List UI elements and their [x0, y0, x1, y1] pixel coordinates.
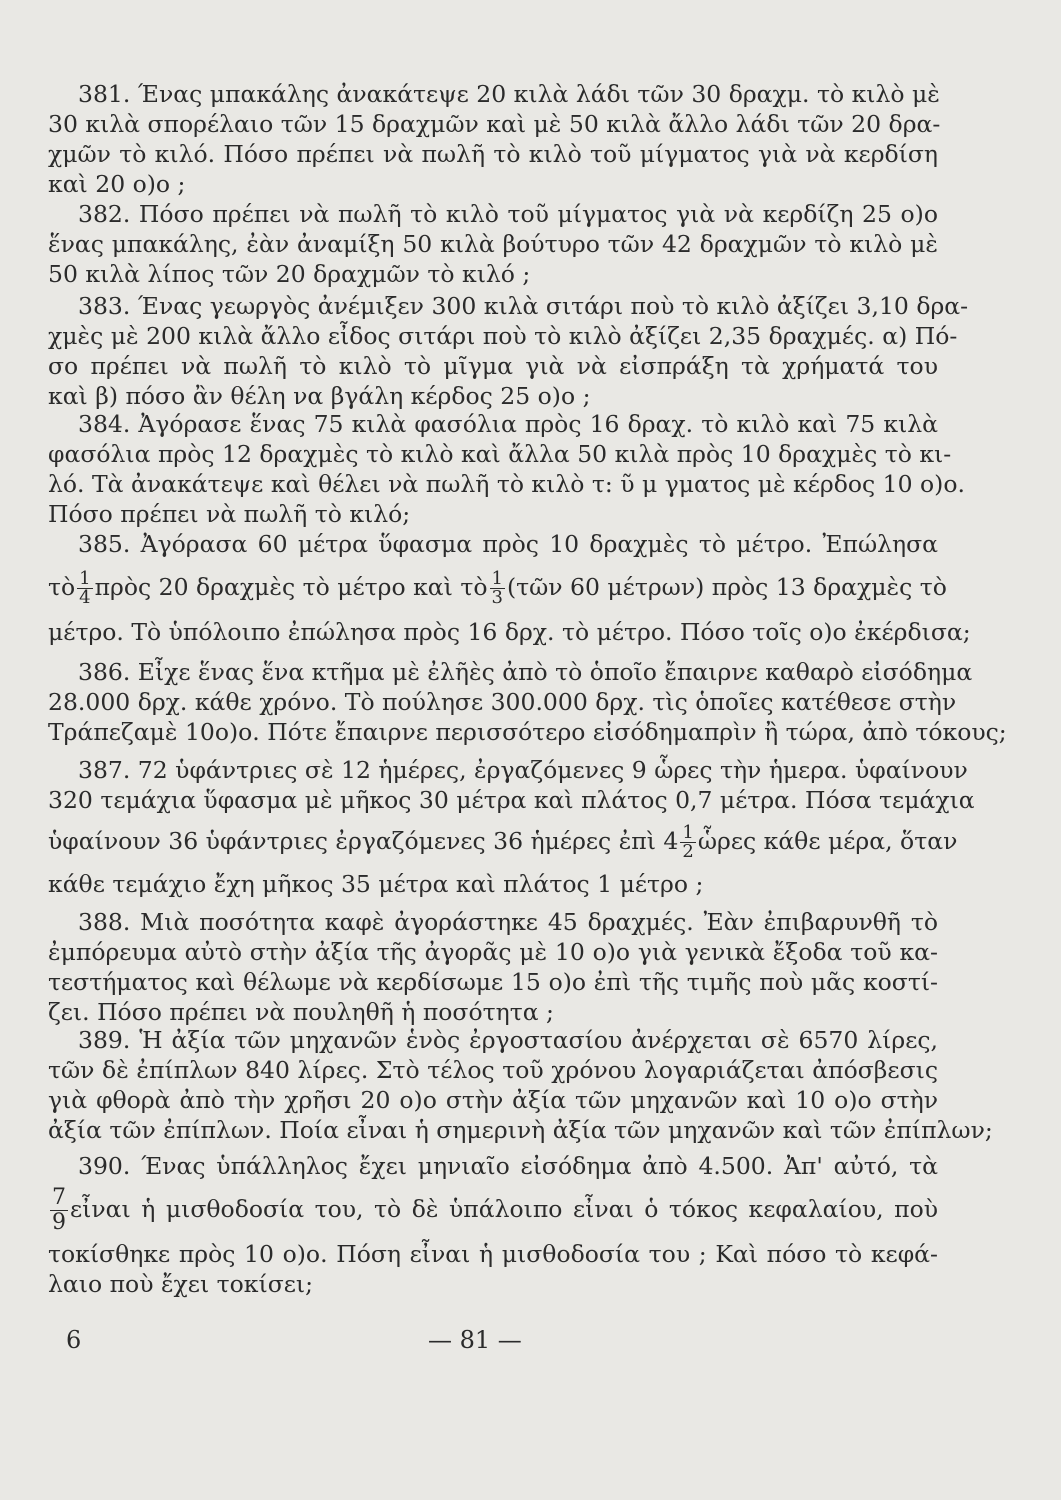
- text-line: 386. Εἶχε ἕνας ἕνα κτῆμα μὲ ἐλῆὲς ἀπὸ τὸ ὁποῖο ἔπαιρνε καθαρὸ εἰσόδημα: [78, 658, 973, 686]
- text-segment: εἶναι ἡ μισθοδοσία του, τὸ δὲ ὑπάλοιπο εἶναι ὁ τόκος κεφαλαίου, ποὺ: [70, 1195, 938, 1223]
- text-line: 390. Ένας ὑπάλληλος ἔχει μηνιαῖο εἰσόδημα ἀπὸ 4.500. Ἀπ' αὐτό, τὰ: [78, 1152, 938, 1180]
- text-line: 389. Ἡ ἀξία τῶν μηχανῶν ἑνὸς ἐργοστασίου ἀνέρχεται σὲ 6570 λίρες,: [78, 1026, 938, 1054]
- fraction-denominator: 4: [79, 587, 91, 608]
- fraction: [680, 824, 695, 861]
- text-line: 381. Ένας μπακάλης ἀνακάτεψε 20 κιλὰ λάδι τῶν 30 δραχμ. τὸ κιλὸ μὲ: [78, 80, 940, 108]
- fraction-denominator: 9: [52, 1210, 66, 1235]
- text-segment: τὸ: [48, 573, 76, 601]
- text-line: χμῶν τὸ κιλό. Πόσο πρέπει νὰ πωλῆ τὸ κιλὸ τοῦ μίγματος γιὰ νὰ κερδίση: [48, 140, 938, 168]
- text-segment: ὧρες κάθε μέρα, ὅταν: [697, 827, 958, 855]
- text-line-with-fraction: [48, 818, 958, 864]
- text-line: 384. Ἀγόρασε ἕνας 75 κιλὰ φασόλια πρὸς 16 δραχ. τὸ κιλὸ καὶ 75 κιλὰ: [78, 410, 938, 438]
- fraction-numerator: 7: [52, 1185, 66, 1210]
- text-line: καὶ β) πόσο ἂν θέλη να βγάλη κέρδος 25 ο)ο ;: [48, 382, 591, 410]
- fraction: [77, 570, 92, 607]
- text-segment: ὑφαίνουν 36 ὑφάντριες ἐργαζόμενες 36 ἡμέρες ἐπὶ 4: [48, 827, 679, 855]
- text-line: χμὲς μὲ 200 κιλὰ ἄλλο εἶδος σιτάρι ποὺ τὸ κιλὸ ἀξίζει 2,35 δραχμές. α) Πό-: [48, 322, 958, 350]
- fraction-numerator: 1: [79, 568, 91, 589]
- fraction-denominator: 2: [682, 841, 694, 862]
- text-line: τοκίσθηκε πρὸς 10 ο)ο. Πόση εἶναι ἡ μισθοδοσία του ; Καὶ πόσο τὸ κεφά-: [48, 1240, 938, 1268]
- text-line: 387. 72 ὑφάντριες σὲ 12 ἡμέρες, ἐργαζόμενες 9 ὧρες τὴν ἡμερα. ὑφαίνουν: [78, 756, 968, 784]
- text-line: φασόλια πρὸς 12 δραχμὲς τὸ κιλὸ καὶ ἄλλα 50 κιλὰ πρὸς 10 δραχμὲς τὸ κι-: [48, 440, 952, 468]
- printer-signature: 6: [66, 1326, 82, 1354]
- text-line: καὶ 20 ο)ο ;: [48, 170, 186, 198]
- text-line-with-fraction: [48, 1182, 938, 1236]
- fraction: [50, 1186, 68, 1235]
- text-line: σο πρέπει νὰ πωλῆ τὸ κιλὸ τὸ μῖγμα γιὰ νὰ εἰσπράξη τὰ χρήματά του: [48, 352, 938, 380]
- text-line: Πόσο πρέπει νὰ πωλῆ τὸ κιλό;: [48, 500, 411, 528]
- fraction: [490, 570, 505, 607]
- text-line: 382. Πόσο πρέπει νὰ πωλῆ τὸ κιλὸ τοῦ μίγματος γιὰ νὰ κερδίζη 25 ο)ο: [78, 200, 938, 228]
- text-line: λαιο ποὺ ἔχει τοκίσει;: [48, 1270, 314, 1298]
- text-line: ζει. Πόσο πρέπει νὰ πουληθῆ ἡ ποσότητα ;: [48, 998, 554, 1026]
- text-line: ἕνας μπακάλης, ἐὰν ἀναμίξη 50 κιλὰ βούτυρο τῶν 42 δραχμῶν τὸ κιλὸ μὲ: [48, 230, 938, 258]
- text-line: κάθε τεμάχιο ἔχη μῆκος 35 μέτρα καὶ πλάτος 1 μέτρο ;: [48, 870, 704, 898]
- text-line: 30 κιλὰ σπορέλαιο τῶν 15 δραχμῶν καὶ μὲ 50 κιλὰ ἄλλο λάδι τῶν 20 δρα-: [48, 110, 941, 138]
- text-segment: (τῶν 60 μέτρων) πρὸς 13 δραχμὲς τὸ: [506, 573, 947, 601]
- text-line: τῶν δὲ ἐπίπλων 840 λίρες. Στὸ τέλος τοῦ χρόνου λογαριάζεται ἀπόσβεσις: [48, 1056, 938, 1084]
- text-line: 28.000 δρχ. κάθε χρόνο. Τὸ πούλησε 300.000 δρχ. τὶς ὁποῖες κατέθεσε στὴν: [48, 688, 957, 716]
- text-line: ἀξία τῶν ἐπίπλων. Ποία εἶναι ἡ σημερινὴ ἀξία τῶν μηχανῶν καὶ τῶν ἐπίπλων;: [48, 1116, 993, 1144]
- fraction-numerator: 1: [491, 568, 503, 589]
- text-line: 383. Ένας γεωργὸς ἀνέμιξεν 300 κιλὰ σιτάρι ποὺ τὸ κιλὸ ἀξίζει 3,10 δρα-: [78, 292, 969, 320]
- fraction-numerator: 1: [682, 822, 694, 843]
- text-line: ἐμπόρευμα αὐτὸ στὴν ἀξία τῆς ἀγορᾶς μὲ 10 ο)ο γιὰ γενικὰ ἔξοδα τοῦ κα-: [48, 938, 938, 966]
- text-line: Τράπεζαμὲ 10ο)ο. Πότε ἔπαιρνε περισσότερο εἰσόδημαπρὶν ἢ τώρα, ἀπὸ τόκους;: [48, 718, 1007, 746]
- text-line: λό. Τὰ ἀνακάτεψε καὶ θέλει νὰ πωλῆ τὸ κιλὸ τ: ῦ μ γματος μὲ κέρδος 10 ο)ο.: [48, 470, 965, 498]
- text-line: 50 κιλὰ λίπος τῶν 20 δραχμῶν τὸ κιλό ;: [48, 260, 531, 288]
- text-line: μέτρο. Τὸ ὑπόλοιπο ἐπώλησα πρὸς 16 δρχ. τὸ μέτρο. Πόσο τοῖς ο)ο ἐκέρδισα;: [48, 618, 971, 646]
- text-line: 320 τεμάχια ὕφασμα μὲ μῆκος 30 μέτρα καὶ πλάτος 0,7 μέτρα. Πόσα τεμάχια: [48, 786, 975, 814]
- text-line: 388. Μιὰ ποσότητα καφὲ ἀγοράστηκε 45 δραχμές. Ἐὰν ἐπιβαρυνθῆ τὸ: [78, 908, 938, 936]
- text-line-with-fractions: [48, 564, 947, 610]
- text-line: 385. Ἀγόρασα 60 μέτρα ὕφασμα πρὸς 10 δραχμὲς τὸ μέτρο. Ἐπώλησα: [78, 530, 938, 558]
- text-line: τεστήματος καὶ θέλωμε νὰ κερδίσωμε 15 ο)ο ἐπὶ τῆς τιμῆς ποὺ μᾶς κοστί-: [48, 968, 938, 996]
- text-segment: πρὸς 20 δραχμὲς τὸ μέτρο καὶ τὸ: [94, 573, 488, 601]
- text-line: γιὰ φθορὰ ἀπὸ τὴν χρῆσι 20 ο)ο στὴν ἀξία τῶν μηχανῶν καὶ 10 ο)ο στὴν: [48, 1086, 938, 1114]
- page-number: — 81 —: [428, 1326, 522, 1354]
- fraction-denominator: 3: [491, 587, 503, 608]
